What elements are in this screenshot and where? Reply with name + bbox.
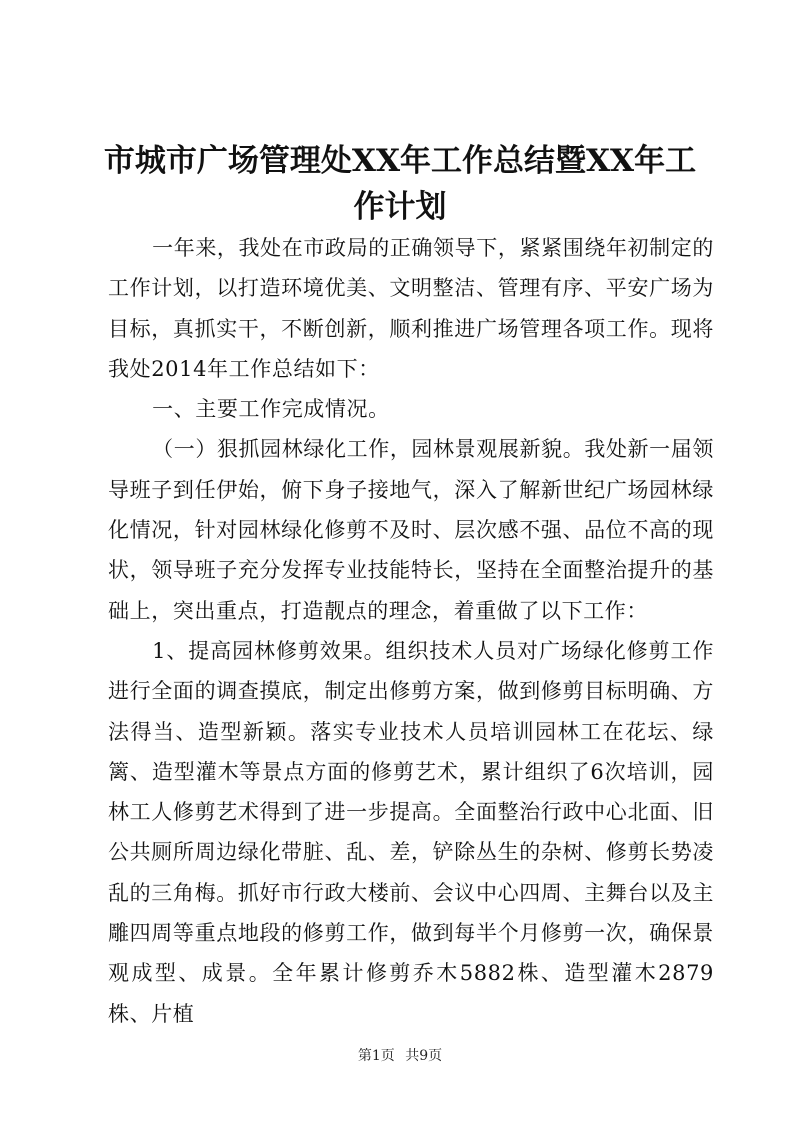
page-footer: [0, 1046, 800, 1066]
section-heading-main-work: 一、主要工作完成情况。: [152, 397, 390, 422]
paragraph-intro: 一年来，我处在市政局的正确领导下，紧紧围绕年初制定的工作计划，以打造环境优美、文明整洁、管理有序、平安广场为目标，真抓实干，不断创新，顺利推进广场管理各项工作。现将我处2014年工作总结如下：: [108, 236, 714, 381]
page-total: 共9页: [405, 1048, 443, 1064]
paragraph-landscaping: （一）狠抓园林绿化工作，园林景观展新貌。我处新一届领导班子到任伊始，俯下身子接地气，深入了解新世纪广场园林绿化情况，针对园林绿化修剪不及时、层次感不强、品位不高的现状，领导班子充分发挥专业技能特长，坚持在全面整治提升的基础上，突出重点，打造靓点的理念，着重做了以下工作：: [108, 437, 714, 623]
document-body: [108, 228, 714, 1034]
document-title: 市城市广场管理处XX年工作总结暨XX年工作计划: [103, 143, 697, 225]
paragraph-pruning: 1、提高园林修剪效果。组织技术人员对广场绿化修剪工作进行全面的调查摸底，制定出修剪方案，做到修剪目标明确、方法得当、造型新颖。落实专业技术人员培训园林工在花坛、绿篱、造型灌木等景点方面的修剪艺术，累计组织了6次培训，园林工人修剪艺术得到了进一步提高。全面整治行政中心北面、旧公共厕所周边绿化带脏、乱、差，铲除丛生的杂树、修剪长势凌乱的三角梅。抓好市行政大楼前、会议中心四周、主舞台以及主雕四周等重点地段的修剪工作，做到每半个月修剪一次，确保景观成型、成景。全年累计修剪乔木5882株、造型灌木2879株、片植: [108, 638, 714, 1026]
page-number: 第1页: [357, 1048, 395, 1064]
